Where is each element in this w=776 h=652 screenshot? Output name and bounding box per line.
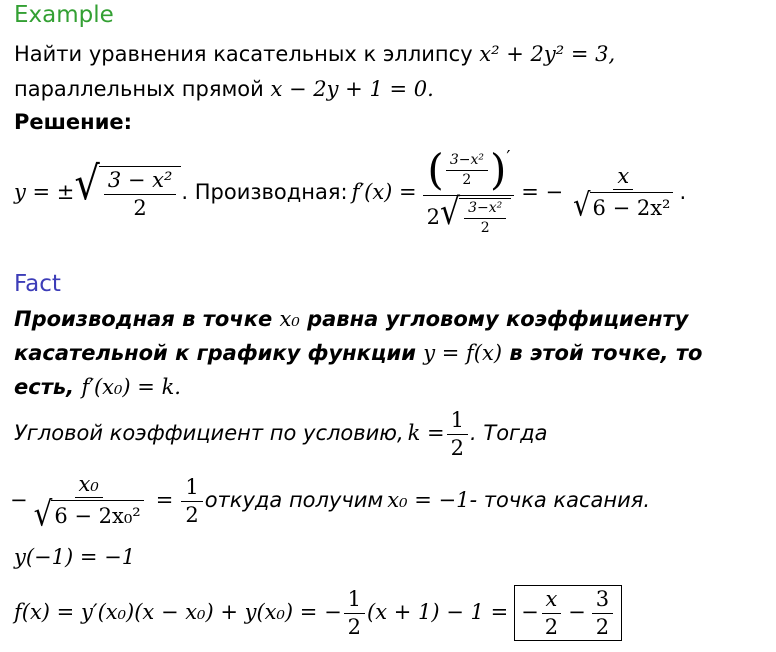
boxed-3: 3 [592, 588, 613, 613]
final-a: f(x) = y′(x₀)(x − x₀) + y(x₀) = − [14, 600, 342, 625]
x0-value: x₀ = −1 [387, 488, 470, 513]
fact-x0: x₀ [279, 307, 300, 331]
example-line-2-text: параллельных прямой [14, 77, 271, 101]
final-b: (x + 1) − 1 = [367, 600, 509, 625]
prime-mark: ′ [506, 147, 511, 169]
boxed-minus: − [568, 600, 586, 625]
eq-sign: = [155, 488, 174, 513]
sqrt-expression [74, 157, 181, 220]
fact-function-eq: y = f(x) [423, 341, 503, 365]
period: . [679, 179, 687, 204]
result-fraction: x √ 6 − 2x² [569, 165, 677, 219]
slope-numerator: 1 [447, 409, 468, 434]
line-equation: x − 2y + 1 = 0. [270, 77, 434, 101]
x0-numerator: x₀ [75, 473, 103, 498]
half-numerator: 1 [181, 476, 202, 501]
derivative-fraction: ( $\frac{\text{3−x²}}{2}$ ) ′ 2 √ $\frac{\text{3−x²}}{2}$ [423, 149, 516, 235]
example-line-1-text: Найти уравнения касательных к эллипсу [14, 42, 480, 66]
y-lhs: y = ± [14, 179, 75, 204]
y-value: y(−1) = −1 [14, 545, 136, 569]
fact-line-2 [14, 341, 702, 366]
radical-sign: √ [74, 157, 100, 211]
tangent-point-text: - точка касания. [469, 488, 651, 513]
from-text: откуда получим [204, 488, 384, 513]
slope-denominator: 2 [450, 435, 465, 460]
inner-numerator: 3−x² [446, 153, 488, 171]
fact-derivative-eq: f′(x₀) = k. [81, 375, 181, 399]
fact-line-2-a: касательной к графику функции [14, 341, 424, 365]
fact-line-1-a: Производная в точке [14, 307, 280, 331]
solution-label: Решение: [14, 110, 133, 134]
equation-line: − x₀ √ 6 − 2x₀² = $\frac{1}{2}$ откуда получим x₀ = −1 - точка касания. [10, 471, 651, 534]
equals-minus: = − [521, 179, 564, 204]
x0-denominator: 6 − 2x₀² [51, 500, 143, 529]
result-denominator: 6 − 2x² [590, 192, 674, 219]
slope-line [14, 404, 547, 464]
fact-line-3-a: есть, [14, 375, 82, 399]
boxed-2a: 2 [544, 614, 559, 639]
slope-after: . Тогда [470, 421, 548, 446]
fact-line-2-b: в этой точке, то [502, 341, 703, 365]
boxed-answer [514, 585, 622, 640]
fact-header: Fact [14, 271, 61, 297]
slope-text: Угловой коэффициент по условию, [14, 421, 404, 446]
boxed-x: x [542, 588, 562, 613]
boxed-2b: 2 [595, 614, 610, 639]
boxed-neg: − [521, 600, 539, 625]
final-line [14, 578, 622, 648]
inner-sqrt-numerator: 3−x² [464, 201, 506, 219]
slope-eq: k = [407, 421, 445, 446]
final-half-denominator: 2 [347, 614, 362, 639]
f-prime-lhs: f′(x) = [351, 179, 417, 204]
example-header: Example [14, 2, 114, 28]
derivative-formula-row [14, 140, 686, 245]
ellipse-equation: x² + 2y² = 3, [479, 42, 616, 66]
sqrt-denominator: 2 [133, 195, 147, 220]
example-line-2 [14, 77, 434, 102]
denominator-two: 2 [426, 204, 441, 229]
half-denominator: 2 [185, 502, 199, 527]
fact-line-1 [14, 307, 688, 332]
sqrt-numerator: 3 − x² [104, 169, 177, 194]
neg-sign: − [10, 488, 28, 513]
final-half-numerator: 1 [344, 588, 365, 613]
example-line-1 [14, 42, 615, 67]
fact-line-3 [14, 375, 181, 400]
derivative-label: . Производная: [181, 179, 348, 204]
inner-sqrt-denominator: 2 [480, 220, 490, 236]
result-numerator: x [613, 165, 633, 190]
inner-denominator: 2 [462, 171, 472, 188]
fact-line-1-b: равна угловому коэффициенту [299, 307, 689, 331]
